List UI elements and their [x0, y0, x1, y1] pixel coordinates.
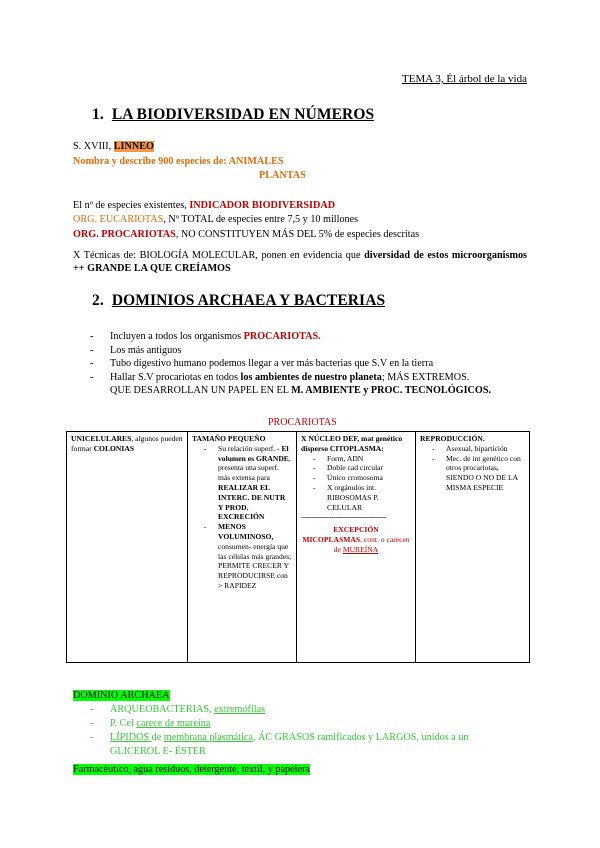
nucleo-item: - Doble cad circular — [301, 463, 411, 473]
nucleo-heading: X NÚCLEO DEF, mat genético disperso CITOPLASMA: — [301, 434, 403, 453]
colonias-bold: COLONIAS — [93, 443, 135, 453]
bullet-1-bold: PROCARIOTAS. — [243, 331, 321, 342]
col-unicelulares — [67, 432, 188, 663]
procariotas-line — [73, 228, 419, 241]
archaea-item-2-b: carece de mureína — [136, 718, 211, 729]
archaea-item-2 — [90, 717, 527, 731]
archaea-list — [90, 703, 527, 759]
eucariotas-text: , Nº TOTAL de especies entre 7,5 y 10 millones — [163, 214, 359, 225]
archaea-item-1-b: extremófilas — [214, 704, 266, 715]
bullet-4-line2-bold: M. AMBIENTE y PROC. TECNOLÓGICOS. — [291, 385, 492, 396]
tamano-item-1 — [192, 444, 292, 522]
linneo-name: LINNEO — [113, 141, 154, 152]
especies-line — [73, 199, 335, 212]
archaea-item-3-a: LÍPIDOS — [110, 732, 152, 743]
table-row — [67, 432, 530, 663]
bullet-4-prefix: Hallar S.V procariotas en todos — [110, 371, 241, 383]
exception-text-part: , cont. o carecen de — [333, 534, 410, 554]
exception-text — [301, 535, 411, 555]
unicelulares-bold: UNICELULARES — [71, 434, 132, 443]
tecnicas-paragraph — [73, 249, 527, 275]
linneo-line — [73, 140, 154, 153]
eucariotas-label: ORG. EUCARIOTAS — [73, 214, 164, 225]
reproduccion-list — [420, 444, 525, 493]
archaea-footer-line — [73, 763, 310, 776]
col-nucleo — [297, 432, 416, 663]
bullet-4-bold: los ambientes de nuestro planeta — [240, 371, 382, 383]
tamano-item-1-d: REALIZAR EL INTERC. DE NUTR Y PROD. EXCRECIÓN — [218, 482, 286, 522]
section-2-title: DOMINIOS ARCHAEA Y BACTERIAS — [111, 292, 386, 309]
linneo-prefix: S. XVIII, — [73, 141, 114, 152]
archaea-item-3-line2: GLICEROL E- ÉSTER — [110, 746, 206, 757]
tamano-item-1-a: Su relación superf. - — [218, 443, 282, 453]
tamano-heading: TAMAÑO PEQUEÑO — [192, 434, 266, 443]
procariotas-text: , NO CONSTITUYEN MÁS DEL 5% de especies descritas — [175, 229, 420, 240]
bullet-4 — [90, 371, 491, 398]
exception-title: EXCEPCIÓN — [333, 525, 379, 535]
archaea-item-1 — [90, 703, 527, 717]
especies-highlight: INDICADOR BIODIVERSIDAD — [189, 200, 336, 211]
bullet-2: - Los más antiguos — [90, 344, 491, 358]
nucleo-item: - X orgánulos int. RIBOSOMAS P. CELULAR — [301, 483, 411, 512]
section-1-number: 1. — [92, 106, 104, 123]
archaea-item-3-b: de — [151, 732, 164, 743]
tamano-list — [192, 444, 292, 591]
page-header: TEMA 3, Él árbol de la vida — [402, 73, 527, 85]
section-2-number: 2. — [92, 292, 104, 309]
procariotas-label: ORG. PROCARIOTAS — [73, 229, 176, 240]
tamano-item-2 — [192, 522, 292, 591]
section-1-heading — [92, 106, 374, 124]
archaea-title-line — [73, 689, 170, 702]
bullet-4-line2-prefix: QUE DESARROLLAN UN PAPEL EN EL — [110, 385, 292, 396]
unicelulares-text: , algunos pueden formar — [71, 434, 183, 453]
table-caption: PROCARIOTAS — [268, 417, 337, 428]
tamano-item-1-b: El volumen es GRANDE — [218, 443, 289, 463]
eucariotas-line — [73, 213, 358, 226]
tamano-item-2-b: consumen- energía que las células más grandes; PERMITE CRECER Y REPRODUCIRSE con > RAPIDEZ — [218, 541, 292, 590]
reproduccion-item: - Asexual, bipartición — [420, 444, 525, 454]
archaea-item-3-d: , ÁC GRASOS ramificados y LARGOS, unidos a un — [252, 732, 469, 743]
section-2-heading — [92, 292, 385, 310]
nombra-line-2: PLANTAS — [259, 170, 306, 181]
archaea-title: DOMINIO ARCHAEA — [73, 690, 170, 701]
archaea-item-3 — [90, 731, 527, 759]
tecnicas-bold: diversidad de estos microorganismos ++ GRANDE LA QUE CREÍAMOS — [73, 250, 527, 274]
nucleo-item: - Form, ADN — [301, 454, 411, 464]
bullet-4-suffix: ; MÁS EXTREMOS. — [381, 371, 470, 383]
nucleo-list — [301, 454, 411, 513]
nucleo-separator: ------------------------------------------ — [301, 512, 387, 522]
col-reproduccion — [416, 432, 530, 663]
bullet-3: - Tubo digestivo humano podemos llegar a ver más bacterias que S.V en la tierra — [90, 357, 491, 371]
tamano-item-1-c: , presenta una superf. más extensa para — [218, 453, 291, 483]
procariotas-table — [66, 431, 530, 663]
archaea-item-3-c: membrana plasmática — [163, 732, 253, 743]
archaea-item-1-a: ARQUEOBACTERIAS, — [110, 704, 215, 715]
archaea-item-2-a: P. Cel — [110, 718, 137, 729]
section-1-title: LA BIODIVERSIDAD EN NÚMEROS — [111, 106, 375, 123]
tecnicas-prefix: X Técnicas de: BIOLOGÍA MOLECULAR, ponen en evidencia que — [73, 250, 365, 261]
nucleo-item: - Único cromosoma — [301, 473, 411, 483]
archaea-footer: Farmacéutico, agua residuos, detergente, textil, y papelera — [73, 764, 310, 775]
bullet-1 — [90, 330, 491, 344]
especies-prefix: El nº de especies existentes, — [73, 200, 190, 211]
col-tamano — [188, 432, 297, 663]
bullet-1-prefix: Incluyen a todos los organismos — [110, 331, 244, 342]
nombra-line-1: Nombra y describe 900 especies de: ANIMALES — [73, 156, 284, 167]
reproduccion-item: - Mec. de int genético con otros procariotas, SIENDO O NO DE LA MISMA ESPECIE — [420, 454, 525, 493]
tamano-item-2-a: MENOS VOLUMINOSO, — [218, 522, 274, 541]
procariotas-bullets — [90, 330, 491, 398]
exception-word: MUREÍNA — [342, 544, 379, 554]
reproduccion-heading: REPRODUCCIÓN. — [420, 434, 485, 443]
exception-bold: MICOPLASMAS — [302, 534, 361, 544]
